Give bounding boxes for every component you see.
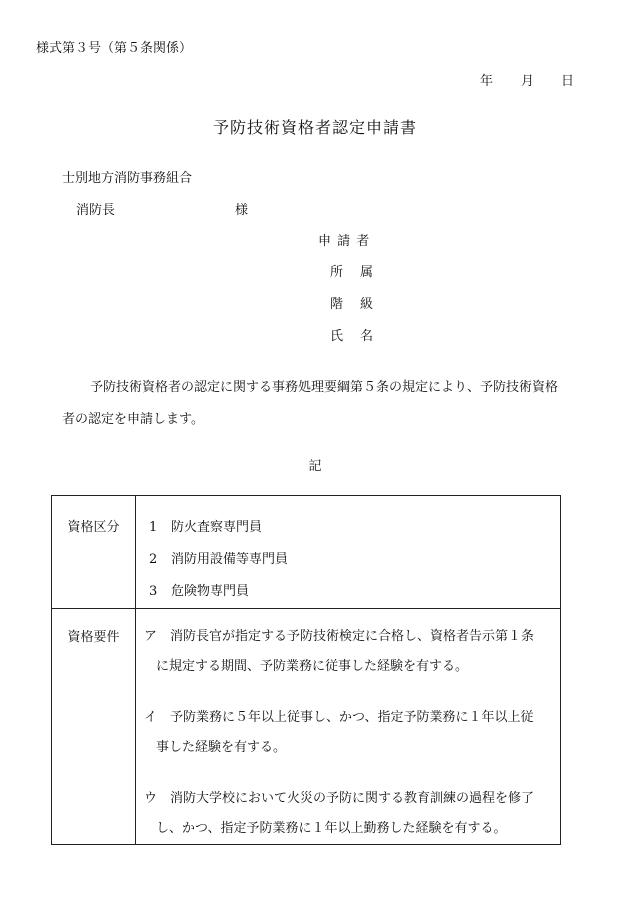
applicant-label: 申 請 者 [318, 234, 371, 249]
date-month-label: 月 [521, 74, 535, 89]
qualification-table [51, 495, 561, 845]
ki-heading: 記 [308, 459, 322, 474]
category-option-label: 消防用設備等専門員 [171, 552, 289, 567]
date-day-label: 日 [561, 74, 575, 89]
requirement-line: に規定する期間、予防業務に従事した経験を有する。 [156, 659, 469, 674]
table-divider-vertical [135, 496, 136, 844]
requirement-line: 消防大学校において火災の予防に関する教育訓練の過程を修了 [170, 791, 535, 806]
requirement-mark: ア [144, 629, 158, 644]
requirement-item [144, 703, 554, 763]
document-title: 予防技術資格者認定申請書 [212, 118, 417, 137]
category-option-label: 防火査察専門員 [171, 520, 263, 535]
requirement-line: し、かつ、指定予防業務に１年以上勤務した経験を有する。 [156, 821, 507, 836]
requirement-mark: ウ [144, 791, 158, 806]
addressee-chief: 消防長 [76, 203, 116, 218]
application-statement: 予防技術資格者の認定に関する事務処理要綱第５条の規定により、予防技術資格者の認定を申請します。 [62, 380, 559, 427]
category-header: 資格区分 [67, 520, 120, 535]
requirement-line: 予防業務に５年以上従事し、かつ、指定予防業務に１年以上従 [170, 710, 534, 725]
requirements-header: 資格要件 [67, 630, 120, 645]
table-divider-horizontal [52, 608, 560, 609]
addressee-honorific: 様 [235, 203, 249, 218]
category-option-number: 2 [149, 552, 158, 567]
date-year-label: 年 [480, 74, 494, 89]
category-option-number: 3 [149, 584, 158, 599]
addressee-org: 士別地方消防事務組合 [62, 171, 193, 186]
category-option [149, 584, 249, 600]
requirement-item [144, 622, 554, 682]
requirement-line: 消防長官が指定する予防技術検定に合格し、資格者告示第１条 [170, 629, 535, 644]
rank-label: 階 級 [330, 297, 376, 312]
category-option-label: 危険物専門員 [171, 584, 250, 599]
category-option [149, 520, 262, 536]
form-number: 様式第３号（第５条関係） [36, 41, 193, 56]
requirement-mark: イ [144, 710, 158, 725]
category-option [149, 552, 288, 568]
category-option-number: 1 [149, 520, 158, 535]
affiliation-label: 所 属 [330, 265, 376, 280]
requirement-item [144, 784, 554, 844]
requirement-line: 事した経験を有する。 [156, 740, 287, 755]
name-label: 氏 名 [330, 329, 376, 344]
